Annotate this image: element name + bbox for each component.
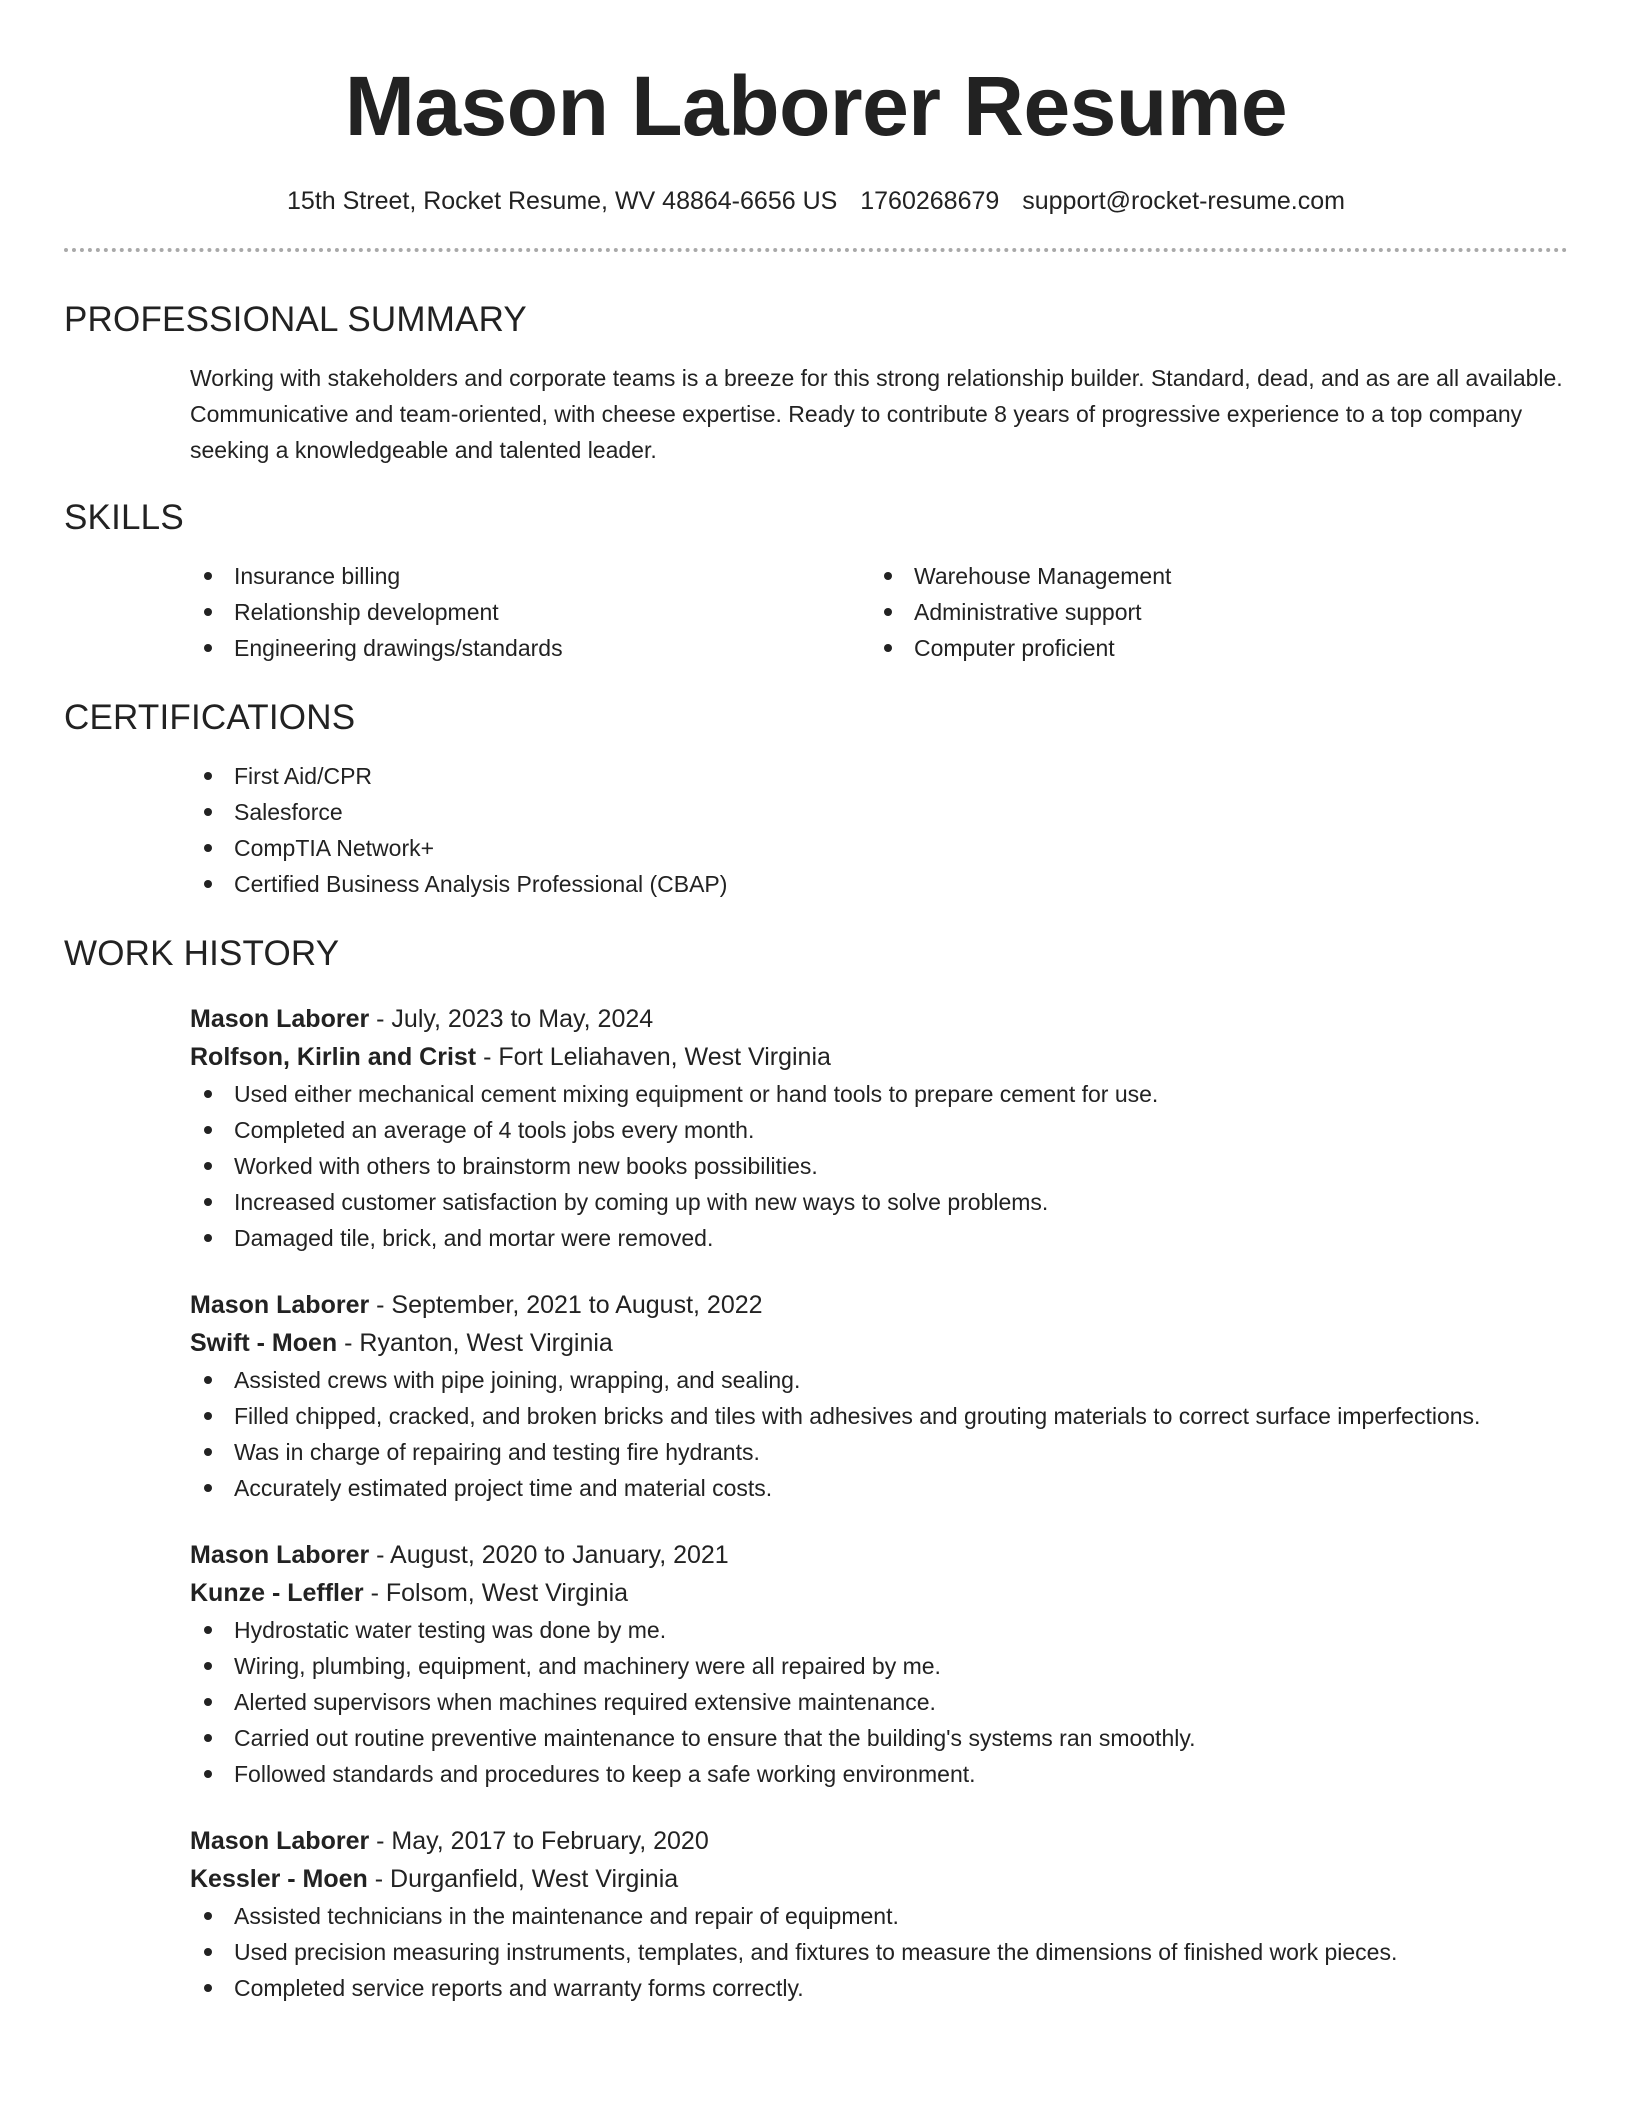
job-bullet: Filled chipped, cracked, and broken bricks and tiles with adhesives and grouting materials to correct surface imperfections. xyxy=(190,1398,1568,1434)
job-dates: - July, 2023 to May, 2024 xyxy=(369,1005,654,1033)
skill-item: Warehouse Management xyxy=(870,558,1550,594)
job-bullet: Used either mechanical cement mixing equipment or hand tools to prepare cement for use. xyxy=(190,1076,1568,1112)
job-bullet: Hydrostatic water testing was done by me. xyxy=(190,1612,1568,1648)
job-bullet: Completed an average of 4 tools jobs every month. xyxy=(190,1112,1568,1148)
job-title: Mason Laborer xyxy=(190,1291,370,1319)
skills-grid xyxy=(190,558,1568,666)
job-company: Kunze - Leffler xyxy=(190,1579,364,1607)
job-bullet-list xyxy=(190,1898,1568,2006)
skill-item: Engineering drawings/standards xyxy=(190,630,870,666)
job-bullet: Damaged tile, brick, and mortar were removed. xyxy=(190,1220,1568,1256)
job-entry xyxy=(190,1536,1568,1792)
job-company-line xyxy=(190,1038,1568,1076)
contact-line xyxy=(64,184,1568,218)
job-entry xyxy=(190,1822,1568,2006)
skill-item: Administrative support xyxy=(870,594,1550,630)
resume-page xyxy=(64,0,1568,2006)
header-divider xyxy=(64,248,1568,252)
certification-item: Certified Business Analysis Professional (CBAP) xyxy=(190,866,1568,902)
skills-list-right xyxy=(870,558,1550,666)
certification-item: Salesforce xyxy=(190,794,1568,830)
job-title-line xyxy=(190,1000,1568,1038)
job-company: Rolfson, Kirlin and Crist xyxy=(190,1043,477,1071)
job-title-line xyxy=(190,1286,1568,1324)
work-history-heading: WORK HISTORY xyxy=(64,934,340,973)
skills-list-left xyxy=(190,558,870,666)
resume-title: Mason Laborer Resume xyxy=(344,59,1288,153)
job-bullet: Was in charge of repairing and testing fire hydrants. xyxy=(190,1434,1568,1470)
job-bullet-list xyxy=(190,1612,1568,1792)
job-bullet: Assisted crews with pipe joining, wrapping, and sealing. xyxy=(190,1362,1568,1398)
job-bullet: Accurately estimated project time and material costs. xyxy=(190,1470,1568,1506)
skills-heading: SKILLS xyxy=(64,498,184,537)
skill-item: Insurance billing xyxy=(190,558,870,594)
job-dates: - May, 2017 to February, 2020 xyxy=(369,1827,709,1855)
job-bullet-list xyxy=(190,1076,1568,1256)
job-bullet: Followed standards and procedures to keep a safe working environment. xyxy=(190,1756,1568,1792)
certification-item: CompTIA Network+ xyxy=(190,830,1568,866)
job-bullet: Wiring, plumbing, equipment, and machinery were all repaired by me. xyxy=(190,1648,1568,1684)
certifications-list xyxy=(190,758,1568,902)
job-company: Swift - Moen xyxy=(190,1329,338,1357)
job-title: Mason Laborer xyxy=(190,1005,370,1033)
job-entry xyxy=(190,1286,1568,1506)
summary-text: Working with stakeholders and corporate teams is a breeze for this strong relationship builder. Standard, dead, and as are all available. Communicative and team-oriented, with cheese expertise. Ready to contribute 8 years of progressive experience to a top company seeking a knowledgeable and talented leader. xyxy=(190,365,1563,463)
certifications-heading: CERTIFICATIONS xyxy=(64,698,356,737)
certifications-section xyxy=(190,758,1568,902)
summary-heading: PROFESSIONAL SUMMARY xyxy=(64,300,527,339)
contact-address: 15th Street, Rocket Resume, WV 48864-6656 US xyxy=(287,187,838,215)
job-company: Kessler - Moen xyxy=(190,1865,368,1893)
job-entry xyxy=(190,1000,1568,1256)
job-location: - Folsom, West Virginia xyxy=(363,1579,629,1607)
skills-column-right xyxy=(870,558,1550,666)
job-company-line xyxy=(190,1574,1568,1612)
job-title: Mason Laborer xyxy=(190,1827,370,1855)
job-location: - Fort Leliahaven, West Virginia xyxy=(476,1043,831,1071)
certification-item: First Aid/CPR xyxy=(190,758,1568,794)
job-bullet: Used precision measuring instruments, templates, and fixtures to measure the dimensions of finished work pieces. xyxy=(190,1934,1568,1970)
contact-email: support@rocket-resume.com xyxy=(1022,187,1345,215)
job-company-line xyxy=(190,1324,1568,1362)
contact-phone: 1760268679 xyxy=(860,187,1000,215)
job-bullet: Assisted technicians in the maintenance and repair of equipment. xyxy=(190,1898,1568,1934)
job-title: Mason Laborer xyxy=(190,1541,370,1569)
job-bullet: Carried out routine preventive maintenance to ensure that the building's systems ran smoothly. xyxy=(190,1720,1568,1756)
job-bullet: Completed service reports and warranty forms correctly. xyxy=(190,1970,1568,2006)
job-bullet: Alerted supervisors when machines required extensive maintenance. xyxy=(190,1684,1568,1720)
job-dates: - August, 2020 to January, 2021 xyxy=(369,1541,729,1569)
skill-item: Computer proficient xyxy=(870,630,1550,666)
job-title-line xyxy=(190,1536,1568,1574)
job-title-line xyxy=(190,1822,1568,1860)
job-company-line xyxy=(190,1860,1568,1898)
skill-item: Relationship development xyxy=(190,594,870,630)
job-bullet: Worked with others to brainstorm new books possibilities. xyxy=(190,1148,1568,1184)
job-location: - Durganfield, West Virginia xyxy=(367,1865,679,1893)
skills-column-left xyxy=(190,558,870,666)
job-bullet-list xyxy=(190,1362,1568,1506)
job-dates: - September, 2021 to August, 2022 xyxy=(369,1291,763,1319)
job-location: - Ryanton, West Virginia xyxy=(337,1329,613,1357)
job-bullet: Increased customer satisfaction by coming up with new ways to solve problems. xyxy=(190,1184,1568,1220)
